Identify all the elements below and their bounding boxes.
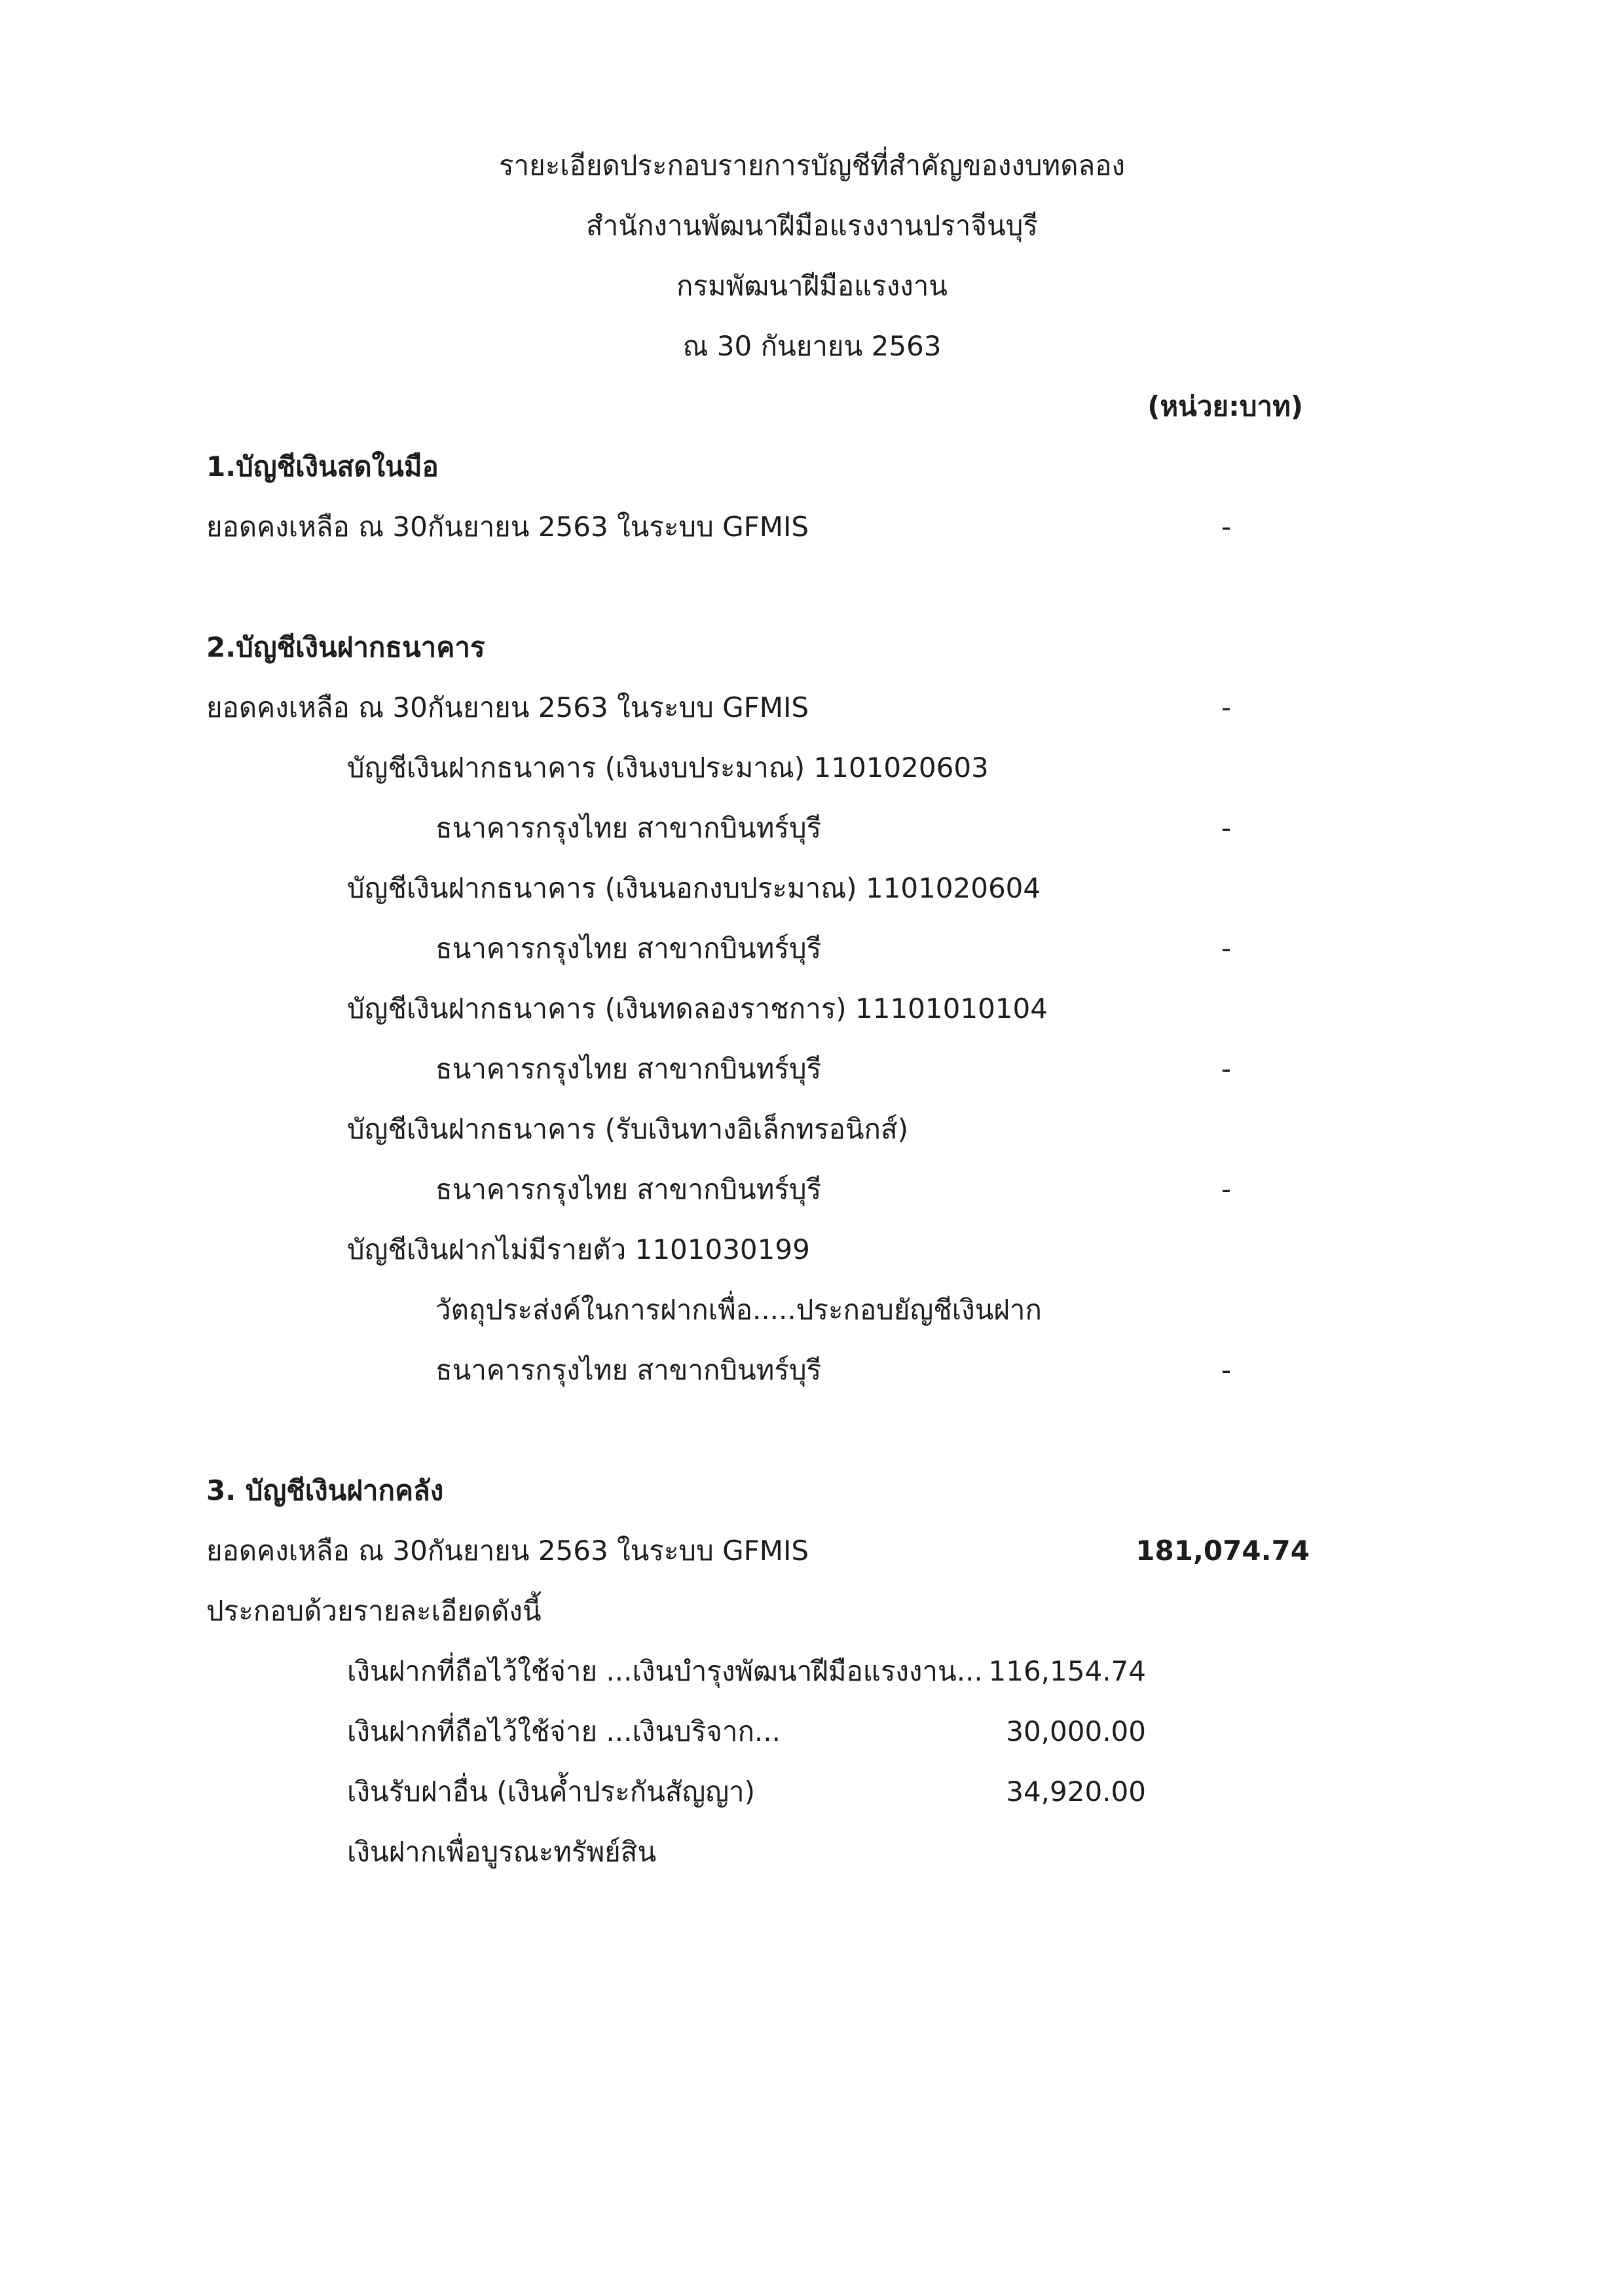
row-value: - [1221, 812, 1231, 844]
table-row [0, 738, 1624, 798]
row-value: - [1221, 1173, 1231, 1205]
table-row [0, 1581, 1624, 1641]
row-value: 116,154.74 [988, 1655, 1146, 1687]
as-of-date: ณ 30 กันยายน 2563 [682, 330, 942, 362]
table-row [0, 1702, 1624, 1762]
table-row [0, 1280, 1624, 1340]
row-label: ธนาคารกรุงไทย สาขากบินทร์บุรี [435, 812, 822, 844]
table-row [0, 798, 1624, 858]
row-value: 30,000.00 [1006, 1715, 1146, 1747]
table-row [0, 678, 1624, 738]
table-row [0, 1340, 1624, 1400]
department-name: กรมพัฒนาฝีมือแรงงาน [676, 270, 948, 302]
row-label: บัญชีเงินฝากไม่มีรายตัว 1101030199 [347, 1233, 810, 1266]
row-label: ยอดคงเหลือ ณ 30กันยายน 2563 ในระบบ GFMIS [206, 511, 809, 543]
section-divider-space [0, 557, 1624, 617]
unit-row [0, 376, 1624, 437]
section-2-heading: 2.บัญชีเงินฝากธนาคาร [206, 631, 485, 663]
row-label: ธนาคารกรุงไทย สาขากบินทร์บุรี [435, 1053, 822, 1085]
section-divider-space [0, 1400, 1624, 1461]
table-row [0, 497, 1624, 557]
row-label: ยอดคงเหลือ ณ 30กันยายน 2563 ในระบบ GFMIS [206, 691, 809, 723]
table-row [0, 1220, 1624, 1280]
page-title: รายะเอียดประกอบรายการบัญชีที่สำคัญของงบทดลอง [499, 149, 1125, 181]
table-row [0, 1762, 1624, 1822]
row-label: บัญชีเงินฝากธนาคาร (รับเงินทางอิเล็กทรอนิกส์) [347, 1113, 909, 1145]
table-row [0, 1641, 1624, 1702]
row-label: เงินฝากที่ถือไว้ใช้จ่าย ...เงินบริจาก... [347, 1715, 781, 1747]
row-value: - [1221, 1354, 1231, 1386]
row-value: 34,920.00 [1006, 1776, 1146, 1808]
table-row [0, 858, 1624, 919]
row-label: เงินฝากที่ถือไว้ใช้จ่าย ...เงินบำรุงพัฒนาฝีมือแรงงาน... [347, 1655, 983, 1687]
row-label: บัญชีเงินฝากธนาคาร (เงินทดลองราชการ) 11101010104 [347, 993, 1048, 1025]
section-1-heading: 1.บัญชีเงินสดในมือ [206, 450, 439, 483]
office-name: สำนักงานพัฒนาฝีมือแรงงานปราจีนบุรี [586, 210, 1038, 242]
row-label: เงินรับฝาอื่น (เงินค้ำประกันสัญญา) [347, 1776, 756, 1808]
section-3-heading: 3. บัญชีเงินฝากคลัง [206, 1474, 444, 1506]
row-label: ยอดคงเหลือ ณ 30กันยายน 2563 ในระบบ GFMIS [206, 1535, 809, 1567]
row-value: - [1221, 1053, 1231, 1085]
row-label: เงินฝากเพื่อบูรณะทรัพย์สิน [347, 1836, 657, 1868]
row-label: วัตถุประส่งค์ในการฝากเพื่อ.....ประกอบยัญชีเงินฝาก [435, 1294, 1042, 1326]
row-label: ประกอบด้วยรายละเอียดดังนี้ [206, 1595, 542, 1627]
row-value: - [1221, 691, 1231, 723]
table-row [0, 1039, 1624, 1099]
table-row [0, 1159, 1624, 1220]
row-label: บัญชีเงินฝากธนาคาร (เงินงบประมาณ) 1101020603 [347, 752, 989, 784]
row-label: บัญชีเงินฝากธนาคาร (เงินนอกงบประมาณ) 1101020604 [347, 872, 1041, 904]
row-label: ธนาคารกรุงไทย สาขากบินทร์บุรี [435, 932, 822, 964]
row-value: - [1221, 932, 1231, 964]
table-row [0, 1822, 1624, 1882]
row-label: ธนาคารกรุงไทย สาขากบินทร์บุรี [435, 1173, 822, 1205]
table-row [0, 979, 1624, 1039]
row-label: ธนาคารกรุงไทย สาขากบินทร์บุรี [435, 1354, 822, 1386]
table-row [0, 919, 1624, 979]
row-value: - [1221, 511, 1231, 543]
row-value-total: 181,074.74 [1135, 1535, 1310, 1567]
table-row [0, 1099, 1624, 1159]
table-row [0, 1521, 1624, 1581]
unit-label: (หน่วย:บาท) [1147, 390, 1303, 422]
